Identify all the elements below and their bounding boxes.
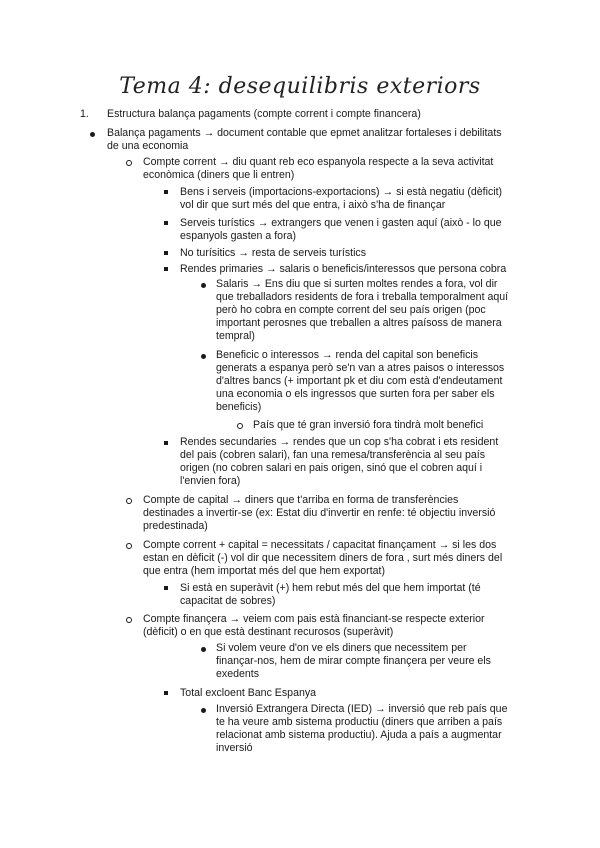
- outline-line: Estructura balança pagaments (compte corrent i compte financera): [107, 108, 421, 120]
- outline-line: Rendes primaries → salaris o beneficis/interessos que persona cobra: [180, 263, 507, 275]
- outline-line: Si està en superàvit (+) hem rebut més del que hem importat (té: [180, 582, 481, 594]
- outline-line: Total excloent Banc Espanya: [180, 687, 317, 699]
- outline-line: Compte corrent + capital = necessitats / capacitat finançament → si les dos: [143, 539, 497, 551]
- outline-line: beneficis): [216, 401, 262, 413]
- bullet-square-marker: [164, 691, 168, 695]
- outline-line: l'envien fora): [180, 475, 241, 487]
- outline-line: capacitat de sobres): [180, 595, 276, 607]
- bullet-square-marker: [164, 267, 168, 271]
- outline-line: d'altres bancs (+ important pk et diu com està d'endeutament: [216, 375, 503, 387]
- bullet-square-marker: [164, 221, 168, 225]
- bullet-disc-marker: [90, 132, 95, 137]
- outline-line: important perosnes que treballen a altres paísoss de manera: [216, 317, 502, 329]
- outline-line: de una economia: [107, 140, 189, 152]
- outline-line: que treballadors residents de fora i treballa temporalment aquí: [216, 291, 509, 303]
- bullet-square-marker: [164, 441, 168, 445]
- outline-line: destinades a invertir-se (ex: Estat diu d'invertir en renfe: té objectiu inversió: [143, 507, 496, 519]
- outline-line: Salaris → Ens diu que si surten moltes rendes a fora, vol dir: [216, 278, 498, 290]
- outline-line: econòmica (diners que li entren): [143, 169, 295, 181]
- outline-line: te ha veure amb sistema productiu (diners que arriben a país: [216, 716, 503, 728]
- outline-line: (dèficit) o en que està destinant recurosos (superàvit): [143, 626, 394, 638]
- bullet-circle-marker: [126, 160, 132, 166]
- outline-line: una economia o els ingressos que surten fora per saber els: [216, 388, 495, 400]
- bullet-circle-marker: [126, 617, 132, 623]
- outline-line: del pais (cobren salari), fan una remesa/transferència al seu país: [180, 449, 486, 461]
- outline-line: Rendes secundaries → rendes que un cop s'ha cobrat i ets resident: [180, 436, 499, 448]
- outline-line: Compte finançera → veiem com pais està financiant-se respecte exterior: [143, 613, 485, 625]
- outline-line: País que té gran inversió fora tindrà molt benefici: [253, 419, 484, 431]
- bullet-square-marker: [164, 190, 168, 194]
- bullet-square-marker: [164, 251, 168, 255]
- outline-line: inversió: [216, 742, 253, 754]
- bullet-circle-marker: [126, 543, 132, 549]
- outline-line: No turísitics → resta de serveis turístics: [180, 247, 367, 259]
- outline-line: espanyols gasten a fora): [180, 230, 297, 242]
- outline-line: exedents: [216, 668, 259, 680]
- outline-line: tempral): [216, 330, 255, 342]
- outline-line: vol dir que surt més del que entra, i això s'ha de finançar: [180, 199, 446, 211]
- outline-line: generats a espanya però se'n van a atres paisos o interessos: [216, 362, 505, 374]
- outline-line: Compte de capital → diners que t'arriba en forma de transferències: [143, 494, 459, 506]
- bullet-circle-marker: [126, 498, 132, 504]
- outline-line: Inversió Extrangera Directa (IED) → inversió que reb país que: [216, 703, 508, 715]
- outline-line: Balança pagaments → document contable que epmet analitzar fortaleses i debilitats: [107, 127, 502, 139]
- list-number: 1.: [80, 108, 89, 120]
- outline-line: origen (no cobren salari en pais origen, sinó que el cobren aquí i: [180, 462, 483, 474]
- outline-line: però ho cobra en compte corrent del seu país origen (poc: [216, 304, 486, 316]
- outline-line: finançar-nos, hem de mirar compte finançera per veure els: [216, 655, 491, 667]
- outline-line: Si volem veure d'on ve els diners que necessitem per: [216, 642, 467, 654]
- bullet-disc-marker: [201, 283, 206, 288]
- page-title: Tema 4: desequilibris exteriors: [119, 74, 481, 99]
- bullet-square-marker: [164, 586, 168, 590]
- bullet-disc-marker: [201, 354, 206, 359]
- bullet-disc-marker: [201, 647, 206, 652]
- outline-line: Compte corrent → diu quant reb eco espanyola respecte a la seva activitat: [143, 156, 494, 168]
- bullet-disc-marker: [201, 708, 206, 713]
- outline-line: Serveis turístics → extrangers que venen i gasten aquí (això - lo que: [180, 217, 502, 229]
- outline-line: que entra (hem importat més del que hem exportat): [143, 565, 386, 577]
- outline-line: Bens i serveis (importacions-exportacions) → si està negatiu (dèficit): [180, 186, 503, 198]
- outline-line: Beneficic o interessos → renda del capital son beneficis: [216, 349, 479, 361]
- outline-line: estan en dèficit (-) vol dir que necessitem diners de fora , surt més diners del: [143, 552, 503, 564]
- bullet-circle-marker: [237, 423, 243, 429]
- outline-line: relacionat amb sistema productiu). Ajuda a país a augmentar: [216, 729, 502, 741]
- outline-line: predestinada): [143, 520, 208, 532]
